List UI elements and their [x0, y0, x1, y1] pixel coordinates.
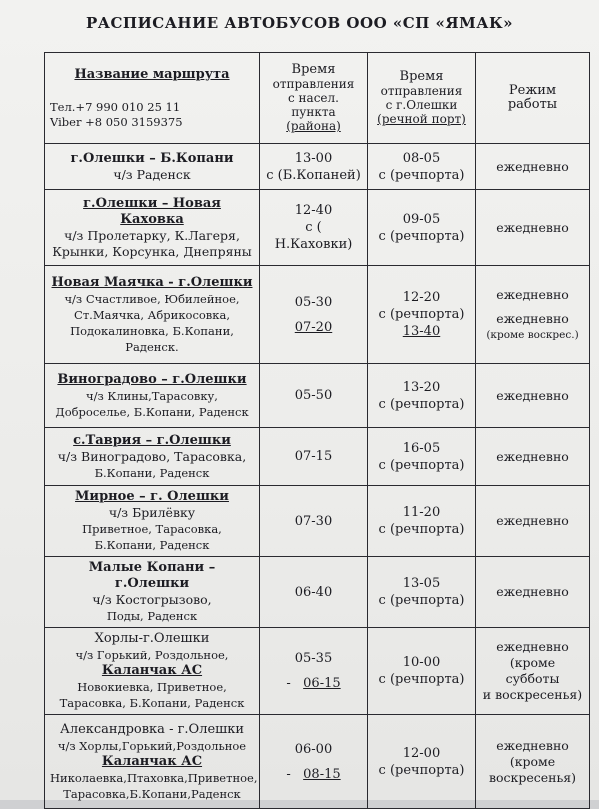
route-cell — [45, 428, 260, 486]
departure-time: 06-00 — [294, 741, 333, 757]
header-text: Время — [291, 62, 336, 77]
departure-note: с (речпорта) — [378, 522, 465, 537]
contact-phone: Тел.+7 990 010 25 11 — [50, 99, 181, 114]
route-name: Виноградово – г.Олешки — [57, 371, 247, 387]
mode-note: и воскресенья) — [482, 687, 583, 702]
route-via: ч/з Раденск — [113, 166, 191, 182]
departure-time: 08-15 — [303, 766, 341, 782]
route-name: с.Таврия – г.Олешки — [73, 432, 231, 448]
departure-time: 07-20 — [294, 319, 333, 335]
mode-text: ежедневно — [496, 584, 569, 599]
departure-oleshky-cell — [368, 190, 476, 266]
departure-locality-cell — [260, 144, 368, 190]
departure-oleshky-cell — [368, 715, 476, 809]
departure-time: 13-20 — [402, 379, 441, 395]
departure-time: 06-15 — [303, 676, 341, 691]
table-row — [45, 557, 590, 628]
departure-locality-cell — [260, 557, 368, 628]
departure-note: с (речпорта) — [378, 457, 465, 473]
mode-cell — [476, 144, 590, 190]
departure-note: с ( Н.Каховки) — [274, 220, 353, 252]
departure-oleshky-cell — [368, 628, 476, 715]
mode-text: ежедневно — [496, 448, 569, 464]
departure-time: 07-15 — [294, 449, 333, 464]
mode-cell — [476, 486, 590, 557]
route-via: ч/з Счастливое, Юбилейное, — [64, 291, 240, 306]
departure-note: с (речпорта) — [378, 762, 465, 778]
departure-oleshky-cell — [368, 144, 476, 190]
route-name: г.Олешки – Новая Каховка — [83, 195, 221, 227]
table-row — [45, 364, 590, 428]
departure-time: 12-20 — [402, 290, 441, 305]
mode-cell — [476, 628, 590, 715]
mode-cell — [476, 266, 590, 364]
departure-note: с (речпорта) — [378, 593, 465, 608]
route-cell — [45, 486, 260, 557]
route-name: Александровка - г.Олешки — [59, 721, 245, 737]
route-via: ч/з Клины,Тарасовку, — [86, 388, 218, 403]
table-row — [45, 628, 590, 715]
mode-note: (кроме субботы — [505, 655, 560, 686]
spacer — [265, 311, 362, 319]
route-via: Тарасовка,Б.Копани,Раденск — [63, 786, 241, 801]
header-text: с г.Олешки — [385, 98, 458, 112]
route-name: Мирное – г. Олешки — [75, 489, 229, 504]
table-header-row — [45, 53, 590, 144]
departure-time: 05-50 — [294, 388, 333, 403]
schedule-table — [44, 52, 590, 809]
header-departure-locality — [260, 53, 368, 144]
mode-text: ежедневно — [496, 219, 569, 235]
departure-time: 13-40 — [402, 324, 441, 339]
departure-locality-cell — [260, 266, 368, 364]
route-via: Доброселье, Б.Копани, Раденск — [55, 404, 249, 419]
mode-note: (кроме воскрес.) — [486, 328, 579, 341]
header-text: Время — [399, 69, 444, 84]
header-text: отправления — [272, 77, 355, 91]
route-name: Малые Копани – г.Олешки — [88, 560, 216, 591]
mode-cell — [476, 364, 590, 428]
departure-note: с (речпорта) — [378, 396, 465, 412]
departure-locality-cell — [260, 715, 368, 809]
table-row — [45, 428, 590, 486]
route-via: Поды, Раденск — [106, 609, 198, 623]
header-route-cell — [45, 53, 260, 144]
departure-time: 09-05 — [402, 211, 441, 227]
header-text: (речной порт) — [377, 112, 466, 126]
departure-locality-cell — [260, 190, 368, 266]
route-via: ч/з Костогрызово, — [92, 592, 212, 607]
departure-time-with-dash — [265, 675, 362, 692]
departure-time: 05-30 — [294, 294, 333, 310]
table-row — [45, 144, 590, 190]
header-mode — [476, 53, 590, 144]
mode-note: воскресенья) — [488, 769, 577, 785]
route-via: Приветное, Тарасовка, — [82, 522, 222, 536]
route-cell — [45, 144, 260, 190]
departure-locality-cell — [260, 364, 368, 428]
route-cell — [45, 364, 260, 428]
header-text: (района) — [286, 119, 341, 133]
departure-locality-cell — [260, 628, 368, 715]
departure-note: с (Б.Копаней) — [266, 167, 361, 183]
route-cell — [45, 628, 260, 715]
mode-cell — [476, 428, 590, 486]
departure-note: с (речпорта) — [378, 307, 465, 322]
departure-time: 10-00 — [402, 655, 441, 670]
table-row — [45, 266, 590, 364]
header-text: работы — [507, 97, 558, 112]
page-title: РАСПИСАНИЕ АВТОБУСОВ ООО «СП «ЯМАК» — [85, 14, 513, 32]
route-via: Новокиевка, Приветное, — [77, 680, 227, 694]
departure-note: с (речпорта) — [378, 228, 465, 244]
table-row — [45, 715, 590, 809]
mode-text: ежедневно — [496, 158, 569, 174]
contact-viber: Viber +8 050 3159375 — [50, 114, 183, 129]
route-via: Тарасовка, Б.Копани, Раденск — [59, 696, 245, 710]
header-text: Режим — [508, 83, 557, 98]
header-departure-oleshky — [368, 53, 476, 144]
route-via: ч/з Хорлы,Горький,Роздольное — [57, 738, 247, 753]
dash: - — [286, 766, 291, 782]
route-via: Б.Копани, Раденск — [94, 538, 210, 552]
route-name: Новая Маячка - г.Олешки — [51, 274, 253, 290]
route-via: Б.Копани, Раденск — [94, 465, 210, 480]
mode-note: (кроме — [509, 753, 556, 769]
departure-time: 06-40 — [294, 584, 333, 600]
departure-time: 11-20 — [402, 505, 441, 520]
mode-cell — [476, 715, 590, 809]
route-name: г.Олешки – Б.Копани — [70, 150, 234, 166]
departure-oleshky-cell — [368, 428, 476, 486]
spacer — [481, 303, 584, 311]
route-subtitle: Каланчак АС — [101, 753, 203, 769]
route-via: ч/з Горький, Роздольное, — [75, 648, 229, 662]
route-via: Раденск. — [125, 339, 179, 354]
departure-time: 07-30 — [294, 513, 333, 529]
departure-oleshky-cell — [368, 364, 476, 428]
departure-time: 13-00 — [294, 150, 333, 166]
route-cell — [45, 557, 260, 628]
mode-text: ежедневно — [496, 639, 569, 654]
departure-oleshky-cell — [368, 266, 476, 364]
route-via: ч/з Пролетарку, К.Лагеря, — [64, 227, 240, 243]
departure-time: 12-00 — [402, 745, 441, 761]
route-via: ч/з Брилёвку — [108, 505, 196, 520]
route-via: Ст.Маячка, Абрикосовка, — [74, 307, 230, 322]
route-cell — [45, 190, 260, 266]
departure-note: с (речпорта) — [378, 167, 465, 183]
table-row — [45, 190, 590, 266]
departure-time: 08-05 — [402, 150, 441, 166]
departure-time-with-dash — [265, 766, 362, 783]
route-via: Николаевка,Птаховка,Приветное, — [50, 770, 258, 785]
mode-cell — [476, 190, 590, 266]
mode-text: ежедневно — [496, 513, 569, 528]
departure-locality-cell — [260, 428, 368, 486]
route-via: ч/з Виноградово, Тарасовка, — [57, 448, 247, 464]
mode-cell — [476, 557, 590, 628]
departure-oleshky-cell — [368, 557, 476, 628]
route-name: Хорлы-г.Олешки — [94, 631, 210, 646]
route-subtitle: Каланчак АС — [101, 663, 203, 678]
mode-text: ежедневно — [496, 310, 569, 326]
mode-text: ежедневно — [496, 737, 569, 753]
departure-locality-cell — [260, 486, 368, 557]
route-via: Подокалиновка, Б.Копани, — [70, 323, 234, 338]
departure-oleshky-cell — [368, 486, 476, 557]
route-cell — [45, 266, 260, 364]
departure-time: 16-05 — [402, 440, 441, 456]
departure-note: с (речпорта) — [378, 672, 465, 687]
dash: - — [286, 676, 291, 691]
header-text: с насел. пункта — [288, 91, 339, 119]
header-route-name: Название маршрута — [74, 66, 230, 82]
departure-time: 13-05 — [402, 576, 441, 591]
table-row — [45, 486, 590, 557]
mode-text: ежедневно — [496, 387, 569, 403]
spacer — [265, 758, 362, 766]
mode-text: ежедневно — [496, 286, 569, 302]
departure-time: 12-40 — [294, 203, 333, 218]
header-text: отправления — [380, 84, 463, 98]
departure-time: 05-35 — [294, 651, 333, 666]
route-cell — [45, 715, 260, 809]
spacer — [265, 667, 362, 675]
route-via: Крынки, Корсунка, Днепряны — [52, 243, 252, 259]
